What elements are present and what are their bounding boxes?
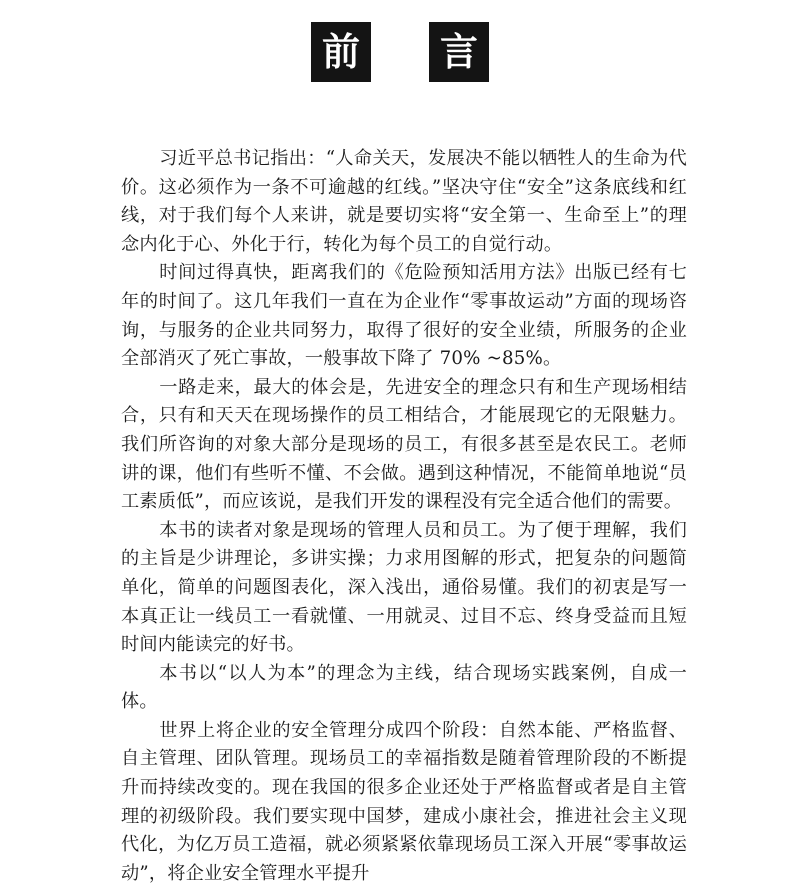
paragraph-2: 时间过得真快，距离我们的《危险预知活用方法》出版已经有七年的时间了。这几年我们一直在为企业作“零事故运动”方面的现场咨询，与服务的企业共同努力，取得了很好的安全业绩，所服务的企业全部消灭了死亡事故，一般事故下降了 70% ~85%。 [121,262,687,370]
paragraph-5: 本书以“以人为本”的理念为主线，结合现场实践案例，自成一体。 [121,662,687,713]
paragraph-4: 本书的读者对象是现场的管理人员和员工。为了便于理解，我们的主旨是少讲理论，多讲实操；力求用图解的形式，把复杂的问题简单化，简单的问题图表化，深入浅出，通俗易懂。我们的初衷是写一本真正让一线员工一看就懂、一用就灵、过目不忘、终身受益而且短时间内能读完的好书。 [121,519,687,656]
title-char-1: 前 [311,22,371,82]
paragraph-6: 世界上将企业的安全管理分成四个阶段：自然本能、严格监督、自主管理、团队管理。现场员工的幸福指数是随着管理阶段的不断提升而持续改变的。现在我国的很多企业还处于严格监督或者是自主管理的初级阶段。我们要实现中国梦，建成小康社会，推进社会主义现代化，为亿万员工造福，就必须紧紧依靠现场员工深入开展“零事故运动”，将企业安全管理水平提升 [121,719,687,884]
title-char-2: 言 [429,22,489,82]
paragraph-1: 习近平总书记指出：“人命关天，发展决不能以牺牲人的生命为代价。这必须作为一条不可逾越的红线。”坚决守住“安全”这条底线和红线，对于我们每个人来讲，就是要切实将“安全第一、生命至上”的理念内化于心、外化于行，转化为每个员工的自觉行动。 [121,148,687,255]
page-title [0,22,800,84]
paragraph-3: 一路走来，最大的体会是，先进安全的理念只有和生产现场相结合，只有和天天在现场操作的员工相结合，才能展现它的无限魅力。我们所咨询的对象大部分是现场的员工，有很多甚至是农民工。老师讲的课，他们有些听不懂、不会做。遇到这种情况，不能简单地说“员工素质低”，而应该说，是我们开发的课程没有完全适合他们的需要。 [121,376,687,513]
body-text [121,145,687,888]
